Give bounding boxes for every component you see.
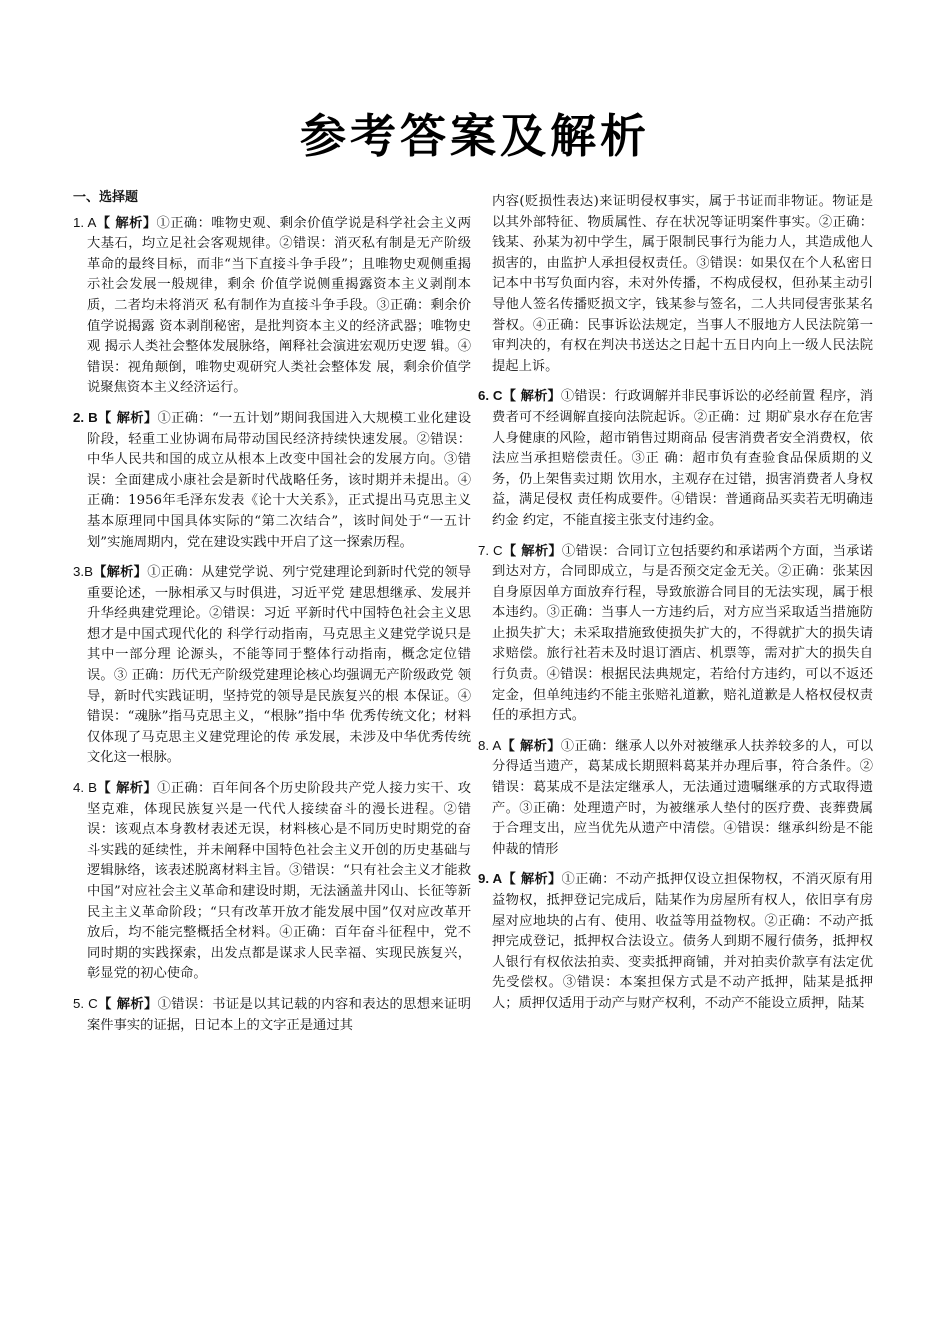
answer-number: 1. A xyxy=(73,214,97,230)
analysis-text: ①错误：书证是以其记载的内容和表达的思想来证明案件事实的证据，日记本上的文字正是通过其 xyxy=(87,996,472,1033)
analysis-text: ①正确：百年间各个历史阶段共产党人接力实干、攻坚克难，体现民族复兴是一代代人接续奋斗的漫长进程。②错误：该观点本身教材表述无误，材料核心是不同历史时期党的奋斗实践的延续性，并未阐释中国特色社会主义开创的历史基础与逻辑脉络，该表述脱离材料主旨。③错误：“只有社会主义才能救中国”对应社会主义革命和建设时期，无法涵盖井冈山、长征等新民主主义革命阶段；“只有改革开放才能发展中国”仅对应改革开放后，均不能完整概括全材料。④正确：百年奋斗征程中，党不同时期的实践探索，出发点都是谋求人民幸福、实现民族复兴，彰显党的初心使命。 xyxy=(87,781,471,982)
answer-number: 8. A xyxy=(478,737,502,753)
analysis-text: ①正确：从建党学说、列宁党建理论到新时代党的领导重要论述，一脉相承又与时俱进，习近平党 建思想继承、发展并升华经典建党理论。②错误：习近 平新时代中国特色社会主义思想才是中国式现代化的 科学行动指南，马克思主义建党学说只是其中一部分理 论源头，不能等同于整体行动指南，概念定位错误。③ 正确：历代无产阶级党建理论核心均强调无产阶级政党 领导，新时代实践证明，坚持党的领导是民族复兴的根 本保证。④错误：“魂脉”指马克思主义，“根脉”指中华 优秀传统文化；材料仅体现了马克思主义建党理论的传 承发展，未涉及中华优秀传统文化这一根脉。 xyxy=(87,565,472,766)
analysis-text: ①正确：不动产抵押仅设立担保物权，不消灭原有用益物权，抵押登记完成后，陆某作为房屋所有权人，依旧享有房屋对应地块的占有、使用、收益等用益物权。②正确：不动产抵押完成登记，抵押权合法设立。债务人到期不履行债务，抵押权人银行有权依法拍卖、变卖抵押商铺，并对拍卖价款享有法定优先受偿权。③错误：本案担保方式是不动产抵押，陆某是抵押人；质押仅适用于动产与财产权利，不动产不能设立质押，陆某 xyxy=(492,872,873,1011)
right-column xyxy=(478,192,873,1024)
answer-number: 7. C xyxy=(478,542,503,558)
answer-item-1 xyxy=(73,213,471,399)
analysis-text: ①错误：合同订立包括要约和承诺两个方面，当承诺到达对方，合同即成立，与是否预交定金无关。②正确：张某因自身原因单方面放弃行程，导致旅游合同目的无法实现，属于根本违约。③正确：当事人一方违约后，对方应当采取适当措施防止损失扩大；未采取措施致使损失扩大的，不得就扩大的损失请求赔偿。旅行社若未及时退订酒店、机票等，需对扩大的损失自行负责。④错误：根据民法典规定，若给付方违约，可以不返还定金，但单纯违约不能主张赔礼道歉，赔礼道歉是人格权侵权责任的承担方式。 xyxy=(492,543,874,724)
analysis-tag: 【 解析】 xyxy=(97,781,158,797)
answer-item-6 xyxy=(478,386,873,531)
answer-number: 9. A xyxy=(478,871,503,887)
answer-item-8 xyxy=(478,736,873,861)
section-heading: 一、选择题 xyxy=(73,190,139,205)
answer-item-3 xyxy=(73,562,471,769)
analysis-tag: 【 解析】 xyxy=(502,872,562,888)
answer-item-9 xyxy=(478,869,873,1014)
answer-number: 3.B xyxy=(73,564,93,580)
analysis-text: ①正确：“一五计划”期间我国进入大规模工业化建设阶段，轻重工业协调布局带动国民经济持续快速发展。②错误：中华人民共和国的成立从根本上改变中国社会的发展方向。③错误：全面建成小康社会是新时代战略任务，该时期并未提出。④正确：1956年毛泽东发表《论十大关系》，正式提出马克思主义基本原理同中国具体实际的“第二次结合”，该时间处于“一五计划”实施周期内，党在建设实践中开启了这一探索历程。 xyxy=(87,410,471,550)
analysis-tag: 【 解析】 xyxy=(501,738,561,754)
analysis-tag: 【 解析】 xyxy=(97,996,158,1012)
answer-number: 6. C xyxy=(478,388,503,404)
analysis-tag: 【 解析】 xyxy=(502,389,561,405)
page-title: 参考答案及解析 xyxy=(300,109,650,163)
analysis-tag: 【解析】 xyxy=(92,565,148,581)
answer-item-2 xyxy=(73,408,471,553)
answer-item-5-continued: 内容(贬损性表达)来证明侵权事实，属于书证而非物证。物证是以其外部特征、物质属性、存在状况等证明案件事实。②正确：钱某、孙某为初中学生，属于限制民事行为能力人，其造成他人损害的，由监护人承担侵权责任。③错误：如果仅在个人私密日记本中书写负面内容，未对外传播，不构成侵权，但孙某主动引导他人签名传播贬损文字，钱某参与签名，二人共同侵害张某名誉权。④正确：民事诉讼法规定，当事人不服地方人民法院第一审判决的，有权在判决书送达之日起十五日内向上一级人民法院提起上诉。 xyxy=(492,194,873,374)
analysis-tag: 【 解析】 xyxy=(97,410,158,426)
left-column xyxy=(73,188,471,1045)
answer-item-7 xyxy=(478,541,873,727)
analysis-text: ①正确：唯物史观、剩余价值学说是科学社会主义两大基石，均立足社会客观规律。②错误：消灭私有制是无产阶级革命的最终目标，而非“当下直接斗争手段”；且唯物史观侧重揭示社会发展一般规律，剩余 价值学说侧重揭露资本主义剥削本质，二者均未将消灭 私有制作为直接斗争手段。③正确：剩余价值学说揭露 资本剥削秘密，是批判资本主义的经济武器；唯物史观 揭示人类社会整体发展脉络，阐释社会演进宏观历史逻 辑。④错误：视角颠倒，唯物史观研究人类社会整体发 展，剩余价值学说聚焦资本主义经济运行。 xyxy=(87,215,472,396)
answer-item-4 xyxy=(73,778,471,985)
answer-item-5 xyxy=(73,994,471,1036)
answer-number: 5. C xyxy=(73,995,98,1011)
analysis-tag: 【 解析】 xyxy=(96,215,157,231)
analysis-tag: 【 解析】 xyxy=(502,543,562,559)
analysis-text: ①正确：继承人以外对被继承人扶养较多的人，可以分得适当遗产，葛某成长期照料葛某并办理后事，符合条件。②错误：葛某成不是法定继承人，无法通过遗嘱继承的方式取得遗产。③正确：处理遗产时，为被继承人垫付的医疗费、丧葬费属于合理支出，应当优先从遗产中清偿。④错误：继承纠纷是不能仲裁的情形 xyxy=(492,738,873,857)
analysis-text: ①错误：行政调解并非民事诉讼的必经前置 程序，消费者可不经调解直接向法院起诉。②正确：过 期矿泉水存在危害人身健康的风险，超市销售过期商品 侵害消费者安全消费权，依法应当承担赔偿责任。③正 确：超市负有查验食品保质期的义务，仍上架售卖过期 饮用水，主观存在过错，损害消费者人身权益，满足侵权 责任构成要件。④错误：普通商品买卖若无明确违约金 约定，不能直接主张支付违约金。 xyxy=(492,389,873,528)
answer-number: 2. B xyxy=(73,409,98,425)
answer-number: 4. B xyxy=(73,780,98,796)
